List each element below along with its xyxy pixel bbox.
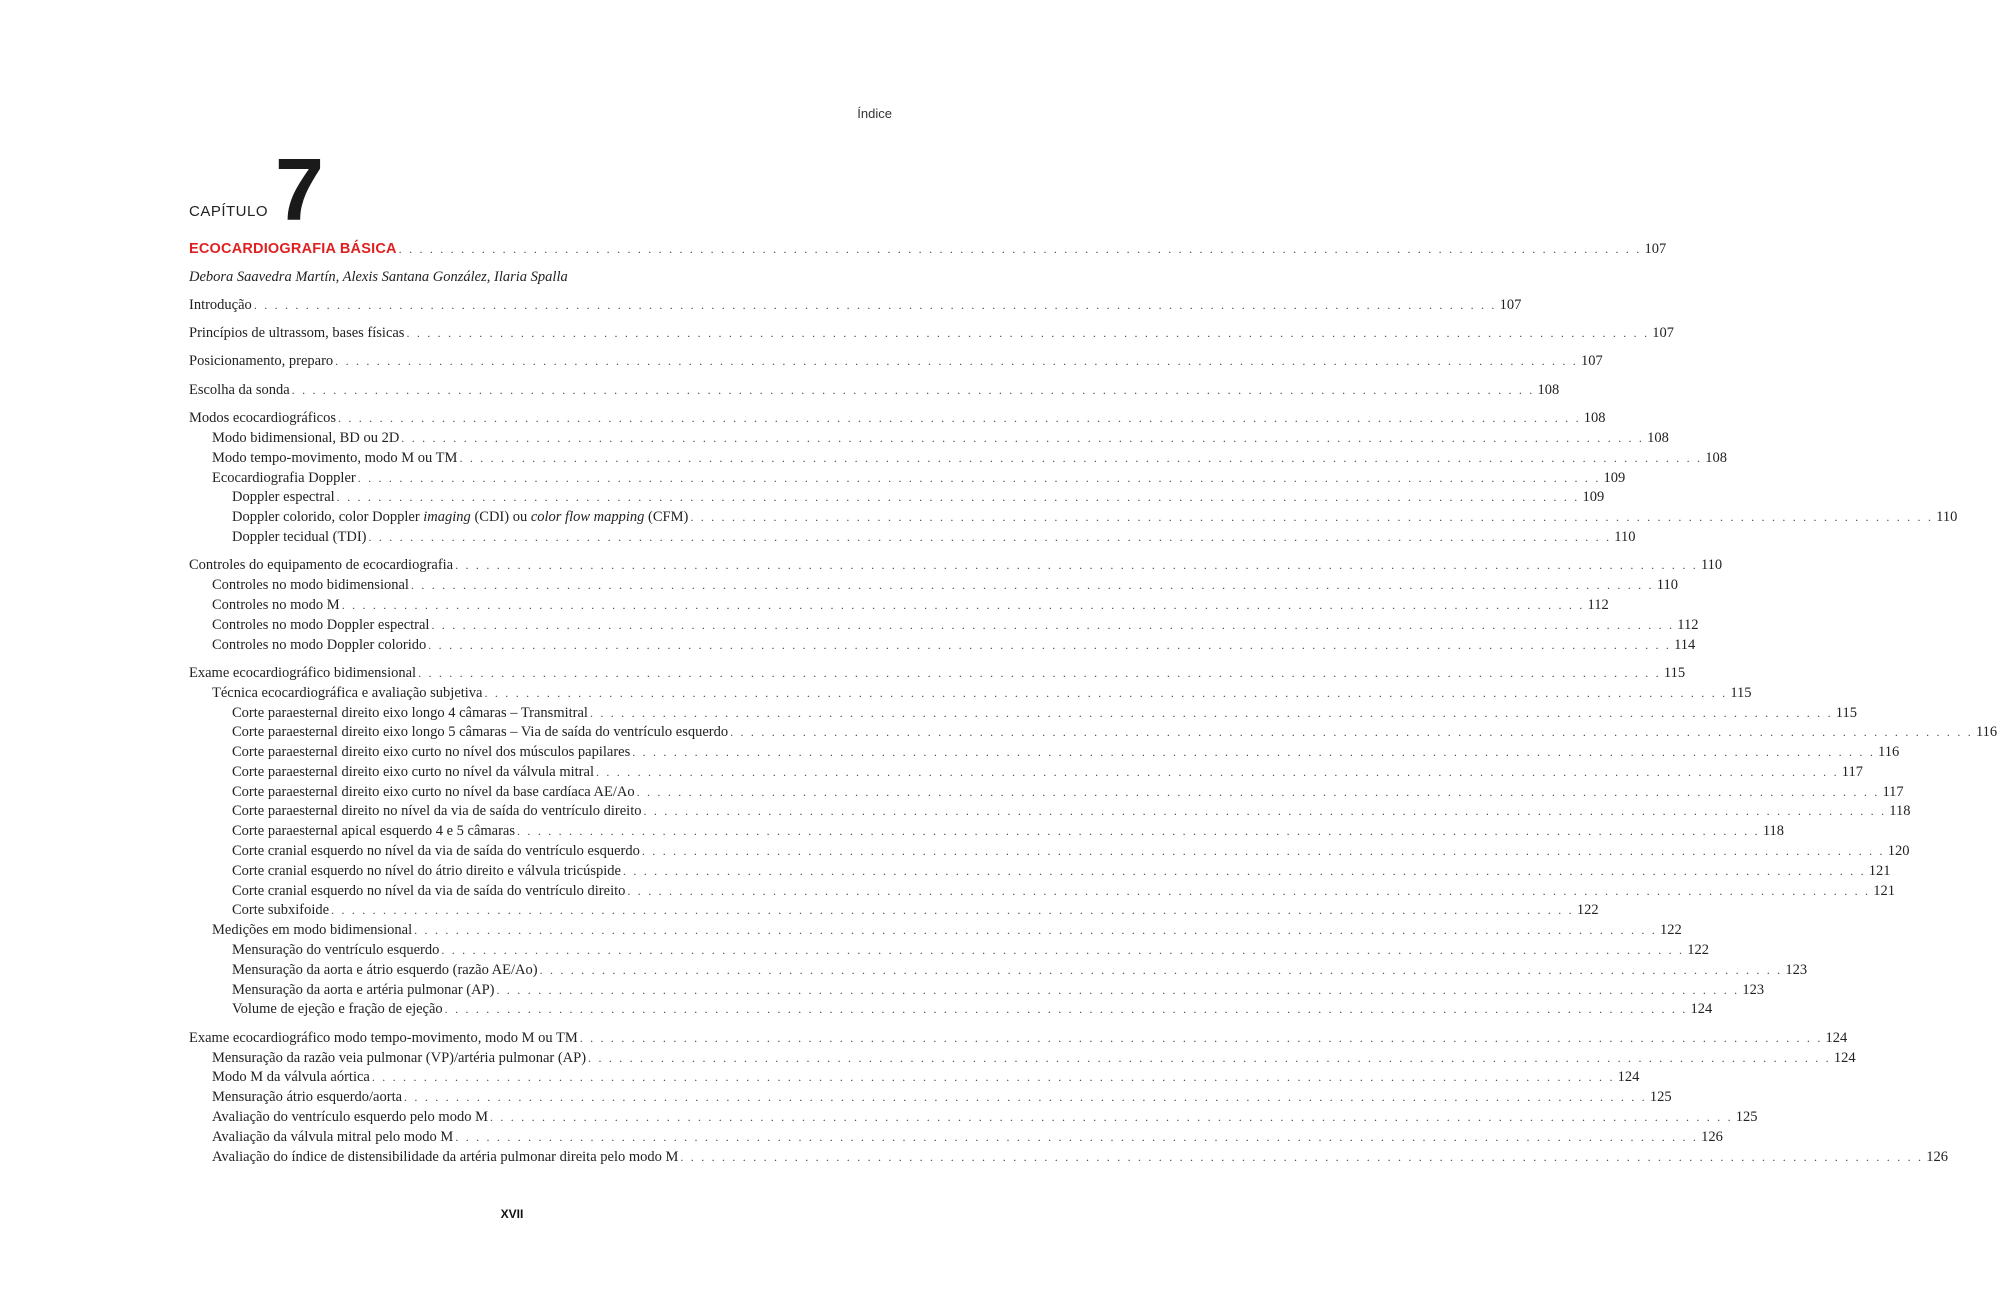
toc-entry[interactable]: [189, 961, 1808, 981]
toc-entry-title: Volume de ejeção e fração de ejeção: [232, 1001, 443, 1018]
toc-entry-page: 108: [1537, 381, 1560, 398]
toc-entry[interactable]: [189, 352, 1603, 372]
toc-entry-title: Modo bidimensional, BD ou 2D: [212, 429, 400, 446]
toc-entry[interactable]: [189, 723, 1997, 743]
toc-entry[interactable]: [189, 296, 1522, 316]
toc-entry-title: Corte paraesternal direito eixo longo 4 câmaras – Transmitral: [232, 704, 588, 721]
toc-entry-title: Mensuração átrio esquerdo/aorta: [212, 1089, 403, 1106]
toc-entry-title: Mensuração da aorta e artéria pulmonar (AP): [232, 981, 495, 998]
toc-entry-title: Doppler espectral: [232, 489, 335, 506]
toc-entry[interactable]: [189, 1000, 1713, 1020]
dot-leader: . . . . . . . . . . . . . . . . . . . . . . . . . . . . . . . . . . . . . . . . . . . . . . . . . . . . . . . . . . . . . . . . . . . . . . . . . . . . . . . . . . . . . . . . . . . . . . . . . . . . . . . . . . . . . . . . . . . . . . . .: [431, 617, 1675, 632]
table-of-contents: [189, 238, 1997, 1167]
dot-leader: . . . . . . . . . . . . . . . . . . . . . . . . . . . . . . . . . . . . . . . . . . . . . . . . . . . . . . . . . . . . . . . . . . . . . . . . . . . . . . . . . . . . . . . . . . . . . . . . . . . . . . . . . . . . . . . . . . . . . . . .: [398, 242, 1642, 256]
toc-entry-title: Corte paraesternal direito no nível da via de saída do ventrículo direito: [232, 803, 642, 820]
toc-entry[interactable]: [189, 684, 1752, 704]
toc-entry-page: 121: [1873, 882, 1895, 899]
toc-entry-page: 108: [1583, 410, 1606, 427]
dot-leader: . . . . . . . . . . . . . . . . . . . . . . . . . . . . . . . . . . . . . . . . . . . . . . . . . . . . . . . . . . . . . . . . . . . . . . . . . . . . . . . . . . . . . . . . . . . . . . . . . . . . . . . . . . . . . . . . . . . . . . . .: [680, 1149, 1924, 1164]
dot-leader: . . . . . . . . . . . . . . . . . . . . . . . . . . . . . . . . . . . . . . . . . . . . . . . . . . . . . . . . . . . . . . . . . . . . . . . . . . . . . . . . . . . . . . . . . . . . . . . . . . . . . . . . . . . . . . . . . . . . . . . .: [455, 558, 1698, 573]
dot-leader: . . . . . . . . . . . . . . . . . . . . . . . . . . . . . . . . . . . . . . . . . . . . . . . . . . . . . . . . . . . . . . . . . . . . . . . . . . . . . . . . . . . . . . . . . . . . . . . . . . . . . . . . . . . . . . . . . . . . . . . .: [444, 1002, 1688, 1017]
toc-entry-title: Controles no modo Doppler colorido: [212, 636, 427, 653]
toc-entry[interactable]: [189, 901, 1599, 921]
toc-entry[interactable]: [189, 1088, 1672, 1108]
toc-entry-page: 125: [1735, 1109, 1758, 1126]
toc-entry[interactable]: [189, 616, 1699, 636]
dot-leader: . . . . . . . . . . . . . . . . . . . . . . . . . . . . . . . . . . . . . . . . . . . . . . . . . . . . . . . . . . . . . . . . . . . . . . . . . . . . . . . . . . . . . . . . . . . . . . . . . . . . . . . . . . . . . . . . . . . . . . . .: [455, 1129, 1699, 1144]
toc-entry-page: 109: [1582, 489, 1605, 506]
toc-entry-page: 117: [1841, 763, 1864, 780]
toc-entry[interactable]: [189, 704, 1857, 724]
toc-entry-page: 107: [1652, 324, 1675, 341]
toc-entry-title: Corte cranial esquerdo no nível da via de saída do ventrículo esquerdo: [232, 843, 640, 860]
toc-entry-title: Controles do equipamento de ecocardiografia: [189, 557, 454, 574]
toc-entry-title: Avaliação da válvula mitral pelo modo M: [212, 1128, 454, 1145]
toc-entry[interactable]: [189, 664, 1686, 684]
toc-entry-title: Corte paraesternal apical esquerdo 4 e 5 câmaras: [232, 823, 516, 840]
toc-entry-title: Corte paraesternal direito eixo curto no nível dos músculos papilares: [232, 744, 631, 761]
toc-entry-page: 112: [1677, 616, 1699, 633]
toc-entry[interactable]: [189, 429, 1669, 449]
dot-leader: . . . . . . . . . . . . . . . . . . . . . . . . . . . . . . . . . . . . . . . . . . . . . . . . . . . . . . . . . . . . . . . . . . . . . . . . . . . . . . . . . . . . . . . . . . . . . . . . . . . . . . . . . . . . . . . . . . . . . . . .: [484, 685, 1728, 700]
toc-entry-page: 110: [1614, 528, 1636, 545]
toc-entry[interactable]: [189, 763, 1864, 783]
toc-entry[interactable]: [189, 409, 1606, 429]
chapter-title: ECOCARDIOGRAFIA BÁSICA: [189, 241, 397, 257]
dot-leader: . . . . . . . . . . . . . . . . . . . . . . . . . . . . . . . . . . . . . . . . . . . . . . . . . . . . . . . . . . . . . . . . . . . . . . . . . . . . . . . . . . . . . . . . . . . . . . . . . . . . . . . . . . . . . . . . . . . . . . . .: [331, 903, 1574, 918]
toc-entry[interactable]: [189, 783, 1904, 803]
dot-leader: . . . . . . . . . . . . . . . . . . . . . . . . . . . . . . . . . . . . . . . . . . . . . . . . . . . . . . . . . . . . . . . . . . . . . . . . . . . . . . . . . . . . . . . . . . . . . . . . . . . . . . . . . . . . . . . . . . . . . . . .: [410, 578, 1654, 593]
toc-entry-page: 124: [1825, 1029, 1848, 1046]
dot-leader: . . . . . . . . . . . . . . . . . . . . . . . . . . . . . . . . . . . . . . . . . . . . . . . . . . . . . . . . . . . . . . . . . . . . . . . . . . . . . . . . . . . . . . . . . . . . . . . . . . . . . . . . . . . . . . . . . . . . . . . .: [730, 725, 1973, 740]
dot-leader: . . . . . . . . . . . . . . . . . . . . . . . . . . . . . . . . . . . . . . . . . . . . . . . . . . . . . . . . . . . . . . . . . . . . . . . . . . . . . . . . . . . . . . . . . . . . . . . . . . . . . . . . . . . . . . . . . . . . . . . .: [337, 411, 1581, 426]
toc-entry[interactable]: [189, 528, 1636, 548]
dot-leader: . . . . . . . . . . . . . . . . . . . . . . . . . . . . . . . . . . . . . . . . . . . . . . . . . . . . . . . . . . . . . . . . . . . . . . . . . . . . . . . . . . . . . . . . . . . . . . . . . . . . . . . . . . . . . . . . . . . . . . . .: [404, 1090, 1647, 1105]
toc-entry[interactable]: [189, 1108, 1758, 1128]
dot-leader: . . . . . . . . . . . . . . . . . . . . . . . . . . . . . . . . . . . . . . . . . . . . . . . . . . . . . . . . . . . . . . . . . . . . . . . . . . . . . . . . . . . . . . . . . . . . . . . . . . . . . . . . . . . . . . . . . . . . . . . .: [641, 844, 1885, 859]
toc-entry[interactable]: [189, 1068, 1640, 1088]
toc-entry-title: Corte paraesternal direito eixo curto no nível da válvula mitral: [232, 763, 594, 780]
dot-leader: . . . . . . . . . . . . . . . . . . . . . . . . . . . . . . . . . . . . . . . . . . . . . . . . . . . . . . . . . . . . . . . . . . . . . . . . . . . . . . . . . . . . . . . . . . . . . . . . . . . . . . . . . . . . . . . . . . . . . . . .: [643, 804, 1887, 819]
chapter-label: CAPÍTULO: [189, 203, 269, 220]
dot-leader: . . . . . . . . . . . . . . . . . . . . . . . . . . . . . . . . . . . . . . . . . . . . . . . . . . . . . . . . . . . . . . . . . . . . . . . . . . . . . . . . . . . . . . . . . . . . . . . . . . . . . . . . . . . . . . . . . . . . . . . .: [414, 923, 1657, 938]
toc-entry[interactable]: [189, 508, 1958, 528]
toc-entry-page: 107: [1499, 296, 1522, 313]
toc-entry[interactable]: [189, 1049, 1856, 1069]
toc-entry[interactable]: [189, 469, 1626, 489]
toc-entry-page: 122: [1659, 922, 1682, 939]
toc-entry-title: Controles no modo bidimensional: [212, 577, 409, 594]
dot-leader: . . . . . . . . . . . . . . . . . . . . . . . . . . . . . . . . . . . . . . . . . . . . . . . . . . . . . . . . . . . . . . . . . . . . . . . . . . . . . . . . . . . . . . . . . . . . . . . . . . . . . . . . . . . . . . . . . . . . . . . .: [341, 597, 1585, 612]
toc-entry-title: Princípios de ultrassom, bases físicas: [189, 324, 405, 341]
toc-entry-page: 122: [1576, 902, 1599, 919]
dot-leader: . . . . . . . . . . . . . . . . . . . . . . . . . . . . . . . . . . . . . . . . . . . . . . . . . . . . . . . . . . . . . . . . . . . . . . . . . . . . . . . . . . . . . . . . . . . . . . . . . . . . . . . . . . . . . . . . . . . . . . . .: [441, 943, 1685, 958]
toc-entry-title: Modo tempo-movimento, modo M ou TM: [212, 449, 458, 466]
toc-entry-title: Corte subxifoide: [232, 902, 330, 919]
toc-entry-title: Medições em modo bidimensional: [212, 922, 413, 939]
toc-entry-title: Escolha da sonda: [189, 381, 290, 398]
chapter-authors: Debora Saavedra Martín, Alexis Santana González, Ilaria Spalla: [189, 269, 568, 285]
toc-entry-page: 126: [1701, 1128, 1723, 1145]
toc-entry-title: Corte paraesternal direito eixo curto no nível da base cardíaca AE/Ao: [232, 783, 635, 800]
page-number: XVII: [500, 1207, 524, 1221]
toc-entry-title: Avaliação do índice de distensibilidade da artéria pulmonar direita pelo modo M: [212, 1148, 679, 1165]
toc-entry-title: Mensuração da razão veia pulmonar (VP)/artéria pulmonar (AP): [212, 1049, 587, 1066]
dot-leader: . . . . . . . . . . . . . . . . . . . . . . . . . . . . . . . . . . . . . . . . . . . . . . . . . . . . . . . . . . . . . . . . . . . . . . . . . . . . . . . . . . . . . . . . . . . . . . . . . . . . . . . . . . . . . . . . . . . . . . . .: [336, 490, 1580, 505]
dot-leader: . . . . . . . . . . . . . . . . . . . . . . . . . . . . . . . . . . . . . . . . . . . . . . . . . . . . . . . . . . . . . . . . . . . . . . . . . . . . . . . . . . . . . . . . . . . . . . . . . . . . . . . . . . . . . . . . . . . . . . . .: [627, 883, 1871, 898]
toc-entry[interactable]: [189, 324, 1675, 344]
toc-entry-page: 110: [1656, 577, 1678, 594]
toc-entry-title: Introdução: [189, 296, 252, 313]
toc-entry[interactable]: [189, 1128, 1723, 1148]
toc-entry[interactable]: [189, 576, 1678, 596]
dot-leader: . . . . . . . . . . . . . . . . . . . . . . . . . . . . . . . . . . . . . . . . . . . . . . . . . . . . . . . . . . . . . . . . . . . . . . . . . . . . . . . . . . . . . . . . . . . . . . . . . . . . . . . . . . . . . . . . . . . . . . . .: [690, 510, 1934, 525]
toc-entry-page: 120: [1887, 843, 1910, 860]
dot-leader: . . . . . . . . . . . . . . . . . . . . . . . . . . . . . . . . . . . . . . . . . . . . . . . . . . . . . . . . . . . . . . . . . . . . . . . . . . . . . . . . . . . . . . . . . . . . . . . . . . . . . . . . . . . . . . . . . . . . . . . .: [459, 450, 1703, 465]
toc-entry-page: 126: [1926, 1148, 1948, 1165]
toc-entry[interactable]: [189, 636, 1696, 656]
toc-entry-title: Corte cranial esquerdo no nível da via de saída do ventrículo direito: [232, 882, 626, 899]
toc-entry-page: 117: [1882, 783, 1904, 800]
toc-entry[interactable]: [189, 842, 1910, 862]
toc-entry-title: Corte paraesternal direito eixo longo 5 câmaras – Via de saída do ventrículo esquerdo: [232, 724, 729, 741]
toc-entry-title: Modos ecocardiográficos: [189, 410, 336, 427]
toc-entry-page: 114: [1674, 636, 1696, 653]
toc-entry-page: 124: [1833, 1049, 1856, 1066]
chapter-title-entry[interactable]: [189, 238, 1667, 260]
toc-entry-title: Corte cranial esquerdo no nível do átrio direito e válvula tricúspide: [232, 862, 621, 879]
toc-entry-title: Doppler colorido, color Doppler imaging (CDI) ou color flow mapping (CFM): [232, 509, 689, 526]
dot-leader: . . . . . . . . . . . . . . . . . . . . . . . . . . . . . . . . . . . . . . . . . . . . . . . . . . . . . . . . . . . . . . . . . . . . . . . . . . . . . . . . . . . . . . . . . . . . . . . . . . . . . . . . . . . . . . . . . . . . . . . .: [632, 745, 1876, 760]
toc-entry-page: 121: [1868, 862, 1891, 879]
dot-leader: . . . . . . . . . . . . . . . . . . . . . . . . . . . . . . . . . . . . . . . . . . . . . . . . . . . . . . . . . . . . . . . . . . . . . . . . . . . . . . . . . . . . . . . . . . . . . . . . . . . . . . . . . . . . . . . . . . . . . . . .: [588, 1050, 1831, 1065]
dot-leader: . . . . . . . . . . . . . . . . . . . . . . . . . . . . . . . . . . . . . . . . . . . . . . . . . . . . . . . . . . . . . . . . . . . . . . . . . . . . . . . . . . . . . . . . . . . . . . . . . . . . . . . . . . . . . . . . . . . . . . . .: [357, 470, 1601, 485]
toc-entry[interactable]: [189, 941, 1709, 961]
toc-entry-page: 123: [1785, 961, 1808, 978]
toc-entry-title: Controles no modo M: [212, 596, 340, 613]
toc-entry[interactable]: [189, 1029, 1848, 1049]
dot-leader: . . . . . . . . . . . . . . . . . . . . . . . . . . . . . . . . . . . . . . . . . . . . . . . . . . . . . . . . . . . . . . . . . . . . . . . . . . . . . . . . . . . . . . . . . . . . . . . . . . . . . . . . . . . . . . . . . . . . . . . .: [371, 1070, 1615, 1085]
toc-entry-page: 110: [1700, 557, 1723, 574]
toc-entry-title: Técnica ecocardiográfica e avaliação subjetiva: [212, 684, 483, 701]
toc-entry-page: 112: [1587, 596, 1609, 613]
toc-entry-page: 123: [1742, 981, 1765, 998]
toc-entry-page: 115: [1663, 664, 1686, 681]
toc-entries: [189, 296, 1997, 1168]
dot-leader: . . . . . . . . . . . . . . . . . . . . . . . . . . . . . . . . . . . . . . . . . . . . . . . . . . . . . . . . . . . . . . . . . . . . . . . . . . . . . . . . . . . . . . . . . . . . . . . . . . . . . . . . . . . . . . . . . . . . . . . .: [496, 982, 1740, 997]
toc-entry[interactable]: [189, 862, 1891, 882]
toc-entry-title: Exame ecocardiográfico modo tempo-movimento, modo M ou TM: [189, 1029, 578, 1046]
dot-leader: . . . . . . . . . . . . . . . . . . . . . . . . . . . . . . . . . . . . . . . . . . . . . . . . . . . . . . . . . . . . . . . . . . . . . . . . . . . . . . . . . . . . . . . . . . . . . . . . . . . . . . . . . . . . . . . . . . . . . . . .: [406, 325, 1650, 340]
toc-entry-title: Mensuração do ventrículo esquerdo: [232, 942, 440, 959]
toc-entry[interactable]: [189, 1148, 1948, 1168]
toc-entry-page: 118: [1889, 803, 1911, 820]
toc-entry-page: 118: [1762, 823, 1785, 840]
dot-leader: . . . . . . . . . . . . . . . . . . . . . . . . . . . . . . . . . . . . . . . . . . . . . . . . . . . . . . . . . . . . . . . . . . . . . . . . . . . . . . . . . . . . . . . . . . . . . . . . . . . . . . . . . . . . . . . . . . . . . . . .: [368, 529, 1612, 544]
toc-entry-page: 124: [1617, 1069, 1640, 1086]
toc-entry[interactable]: [189, 556, 1723, 576]
chapter-title-page: 107: [1644, 241, 1667, 257]
toc-entry-page: 108: [1705, 449, 1727, 466]
toc-entry-title: Modo M da válvula aórtica: [212, 1069, 370, 1086]
toc-entry-title: Avaliação do ventrículo esquerdo pelo modo M: [212, 1109, 488, 1126]
toc-entry-title: Exame ecocardiográfico bidimensional: [189, 664, 417, 681]
dot-leader: . . . . . . . . . . . . . . . . . . . . . . . . . . . . . . . . . . . . . . . . . . . . . . . . . . . . . . . . . . . . . . . . . . . . . . . . . . . . . . . . . . . . . . . . . . . . . . . . . . . . . . . . . . . . . . . . . . . . . . . .: [579, 1030, 1823, 1045]
toc-entry[interactable]: [189, 596, 1609, 616]
dot-leader: . . . . . . . . . . . . . . . . . . . . . . . . . . . . . . . . . . . . . . . . . . . . . . . . . . . . . . . . . . . . . . . . . . . . . . . . . . . . . . . . . . . . . . . . . . . . . . . . . . . . . . . . . . . . . . . . . . . . . . . .: [622, 863, 1866, 878]
toc-entry-page: 124: [1690, 1001, 1713, 1018]
dot-leader: . . . . . . . . . . . . . . . . . . . . . . . . . . . . . . . . . . . . . . . . . . . . . . . . . . . . . . . . . . . . . . . . . . . . . . . . . . . . . . . . . . . . . . . . . . . . . . . . . . . . . . . . . . . . . . . . . . . . . . . .: [517, 824, 1760, 839]
toc-entry[interactable]: [189, 381, 1560, 401]
toc-entry-page: 107: [1580, 353, 1603, 370]
running-header: Índice: [857, 106, 892, 121]
toc-entry-page: 125: [1649, 1089, 1672, 1106]
toc-entry[interactable]: [189, 981, 1765, 1001]
toc-entry-page: 115: [1835, 704, 1857, 721]
toc-entry-title: Doppler tecidual (TDI): [232, 528, 367, 545]
toc-entry[interactable]: [189, 822, 1785, 842]
toc-entry[interactable]: [189, 802, 1911, 822]
toc-entry-title: Posicionamento, preparo: [189, 353, 334, 370]
toc-entry-page: 116: [1878, 744, 1900, 761]
toc-entry-title: Controles no modo Doppler espectral: [212, 616, 430, 633]
toc-entry[interactable]: [189, 743, 1900, 763]
dot-leader: . . . . . . . . . . . . . . . . . . . . . . . . . . . . . . . . . . . . . . . . . . . . . . . . . . . . . . . . . . . . . . . . . . . . . . . . . . . . . . . . . . . . . . . . . . . . . . . . . . . . . . . . . . . . . . . . . . . . . . . .: [539, 962, 1783, 977]
toc-entry[interactable]: [189, 488, 1605, 508]
dot-leader: . . . . . . . . . . . . . . . . . . . . . . . . . . . . . . . . . . . . . . . . . . . . . . . . . . . . . . . . . . . . . . . . . . . . . . . . . . . . . . . . . . . . . . . . . . . . . . . . . . . . . . . . . . . . . . . . . . . . . . . .: [595, 764, 1839, 779]
toc-entry-title: Mensuração da aorta e átrio esquerdo (razão AE/Ao): [232, 961, 538, 978]
toc-entry-page: 116: [1975, 724, 1997, 741]
dot-leader: . . . . . . . . . . . . . . . . . . . . . . . . . . . . . . . . . . . . . . . . . . . . . . . . . . . . . . . . . . . . . . . . . . . . . . . . . . . . . . . . . . . . . . . . . . . . . . . . . . . . . . . . . . . . . . . . . . . . . . . .: [589, 705, 1833, 720]
dot-leader: . . . . . . . . . . . . . . . . . . . . . . . . . . . . . . . . . . . . . . . . . . . . . . . . . . . . . . . . . . . . . . . . . . . . . . . . . . . . . . . . . . . . . . . . . . . . . . . . . . . . . . . . . . . . . . . . . . . . . . . .: [401, 430, 1645, 445]
toc-entry-page: 108: [1647, 429, 1669, 446]
toc-entry[interactable]: [189, 882, 1895, 902]
toc-entry-page: 122: [1687, 942, 1709, 959]
dot-leader: . . . . . . . . . . . . . . . . . . . . . . . . . . . . . . . . . . . . . . . . . . . . . . . . . . . . . . . . . . . . . . . . . . . . . . . . . . . . . . . . . . . . . . . . . . . . . . . . . . . . . . . . . . . . . . . . . . . . . . . .: [428, 637, 1672, 652]
toc-entry[interactable]: [189, 921, 1682, 941]
toc-entry[interactable]: [189, 449, 1727, 469]
toc-entry-page: 115: [1730, 684, 1752, 701]
dot-leader: . . . . . . . . . . . . . . . . . . . . . . . . . . . . . . . . . . . . . . . . . . . . . . . . . . . . . . . . . . . . . . . . . . . . . . . . . . . . . . . . . . . . . . . . . . . . . . . . . . . . . . . . . . . . . . . . . . . . . . . .: [489, 1110, 1733, 1125]
toc-entry-title: Ecocardiografia Doppler: [212, 469, 356, 486]
dot-leader: . . . . . . . . . . . . . . . . . . . . . . . . . . . . . . . . . . . . . . . . . . . . . . . . . . . . . . . . . . . . . . . . . . . . . . . . . . . . . . . . . . . . . . . . . . . . . . . . . . . . . . . . . . . . . . . . . . . . . . . .: [291, 382, 1535, 397]
dot-leader: . . . . . . . . . . . . . . . . . . . . . . . . . . . . . . . . . . . . . . . . . . . . . . . . . . . . . . . . . . . . . . . . . . . . . . . . . . . . . . . . . . . . . . . . . . . . . . . . . . . . . . . . . . . . . . . . . . . . . . . .: [636, 784, 1880, 799]
chapter-number: 7: [275, 140, 322, 239]
dot-leader: . . . . . . . . . . . . . . . . . . . . . . . . . . . . . . . . . . . . . . . . . . . . . . . . . . . . . . . . . . . . . . . . . . . . . . . . . . . . . . . . . . . . . . . . . . . . . . . . . . . . . . . . . . . . . . . . . . . . . . . .: [253, 297, 1497, 312]
toc-entry-page: 109: [1603, 469, 1626, 486]
dot-leader: . . . . . . . . . . . . . . . . . . . . . . . . . . . . . . . . . . . . . . . . . . . . . . . . . . . . . . . . . . . . . . . . . . . . . . . . . . . . . . . . . . . . . . . . . . . . . . . . . . . . . . . . . . . . . . . . . . . . . . . .: [418, 665, 1661, 680]
dot-leader: . . . . . . . . . . . . . . . . . . . . . . . . . . . . . . . . . . . . . . . . . . . . . . . . . . . . . . . . . . . . . . . . . . . . . . . . . . . . . . . . . . . . . . . . . . . . . . . . . . . . . . . . . . . . . . . . . . . . . . . .: [335, 354, 1578, 369]
toc-entry-page: 110: [1936, 509, 1958, 526]
